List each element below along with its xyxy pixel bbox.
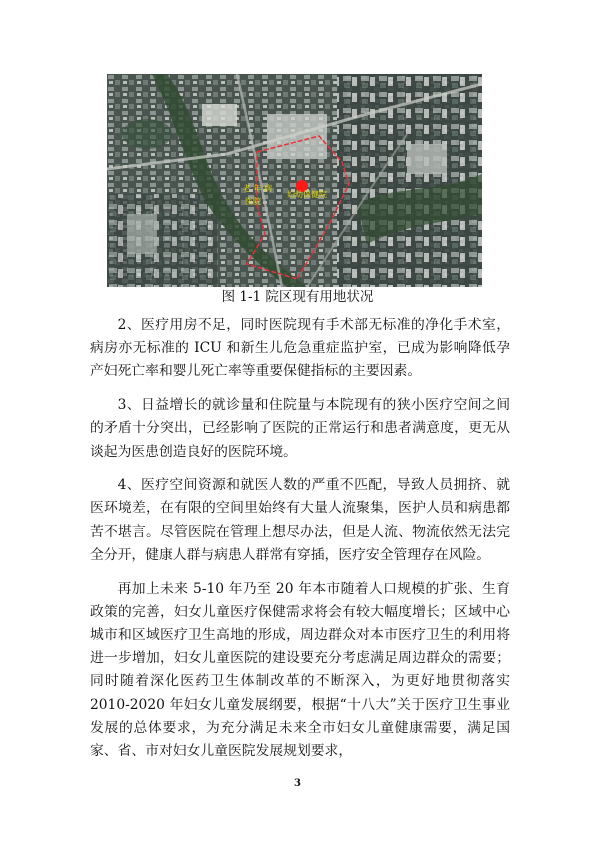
paragraph-medical-space: 2、医疗用房不足，同时医院现有手术部无标准的净化手术室，病房亦无标准的 ICU 和新生儿危急重症监护室，已成为影响降低孕产妇死亡率和婴儿死亡率等重要保健指标的主要因素。 <box>90 317 510 380</box>
map-label-maternal-child-hospital: 妇幼保健院 <box>287 190 327 199</box>
satellite-photo <box>107 74 482 287</box>
paragraph-future-demand: 再加上未来 5-10 年乃至 20 年本市随着人口规模的扩张、生育政策的完善，妇女儿童医疗保健需求将会有较大幅度增长；区域中心城市和区域医疗卫生高地的形成，周边群众对本市医疗卫生的利用将进一步增加，妇女儿童医院的建设要充分考虑满足周边群众的需要；同时随着深化医药卫生体制改革的不断深入，为更好地贯彻落实 2010-2020 年妇女儿童发展纲要，根据“十八大”关于医疗卫生事业发展的总体要求，为充分满足未来全市妇女儿童健康需要，满足国家、省、市对妇女儿童医院发展规划要求， <box>90 580 510 759</box>
page-number: 3 <box>294 778 301 789</box>
figure-caption: 图 1-1 院区现有用地状况 <box>221 289 374 305</box>
paragraph-resource-mismatch: 4、医疗空间资源和就医人数的严重不匹配，导致人员拥挤、就医环境差，在有限的空间里始终有大量人流聚集，医护人员和病患都苦不堪言。尽管医院在管理上想尽办法，但是人流、物流依然无法完全分开，健康人群与病患人群常有穿插，医疗安全管理存在风险。 <box>90 477 510 563</box>
map-label-geriatric-line1: 老 年 病 <box>243 184 273 193</box>
paragraph-patient-volume: 3、日益增长的就诊量和住院量与本院现有的狭小医疗空间之间的矛盾十分突出，已经影响了医院的正常运行和患者满意度，更无从谈起为医患创造良好的医院环境。 <box>90 397 510 460</box>
body-text <box>90 314 510 763</box>
map-label-geriatric-line2: 医院 <box>245 197 261 206</box>
aerial-site-image <box>107 74 482 287</box>
